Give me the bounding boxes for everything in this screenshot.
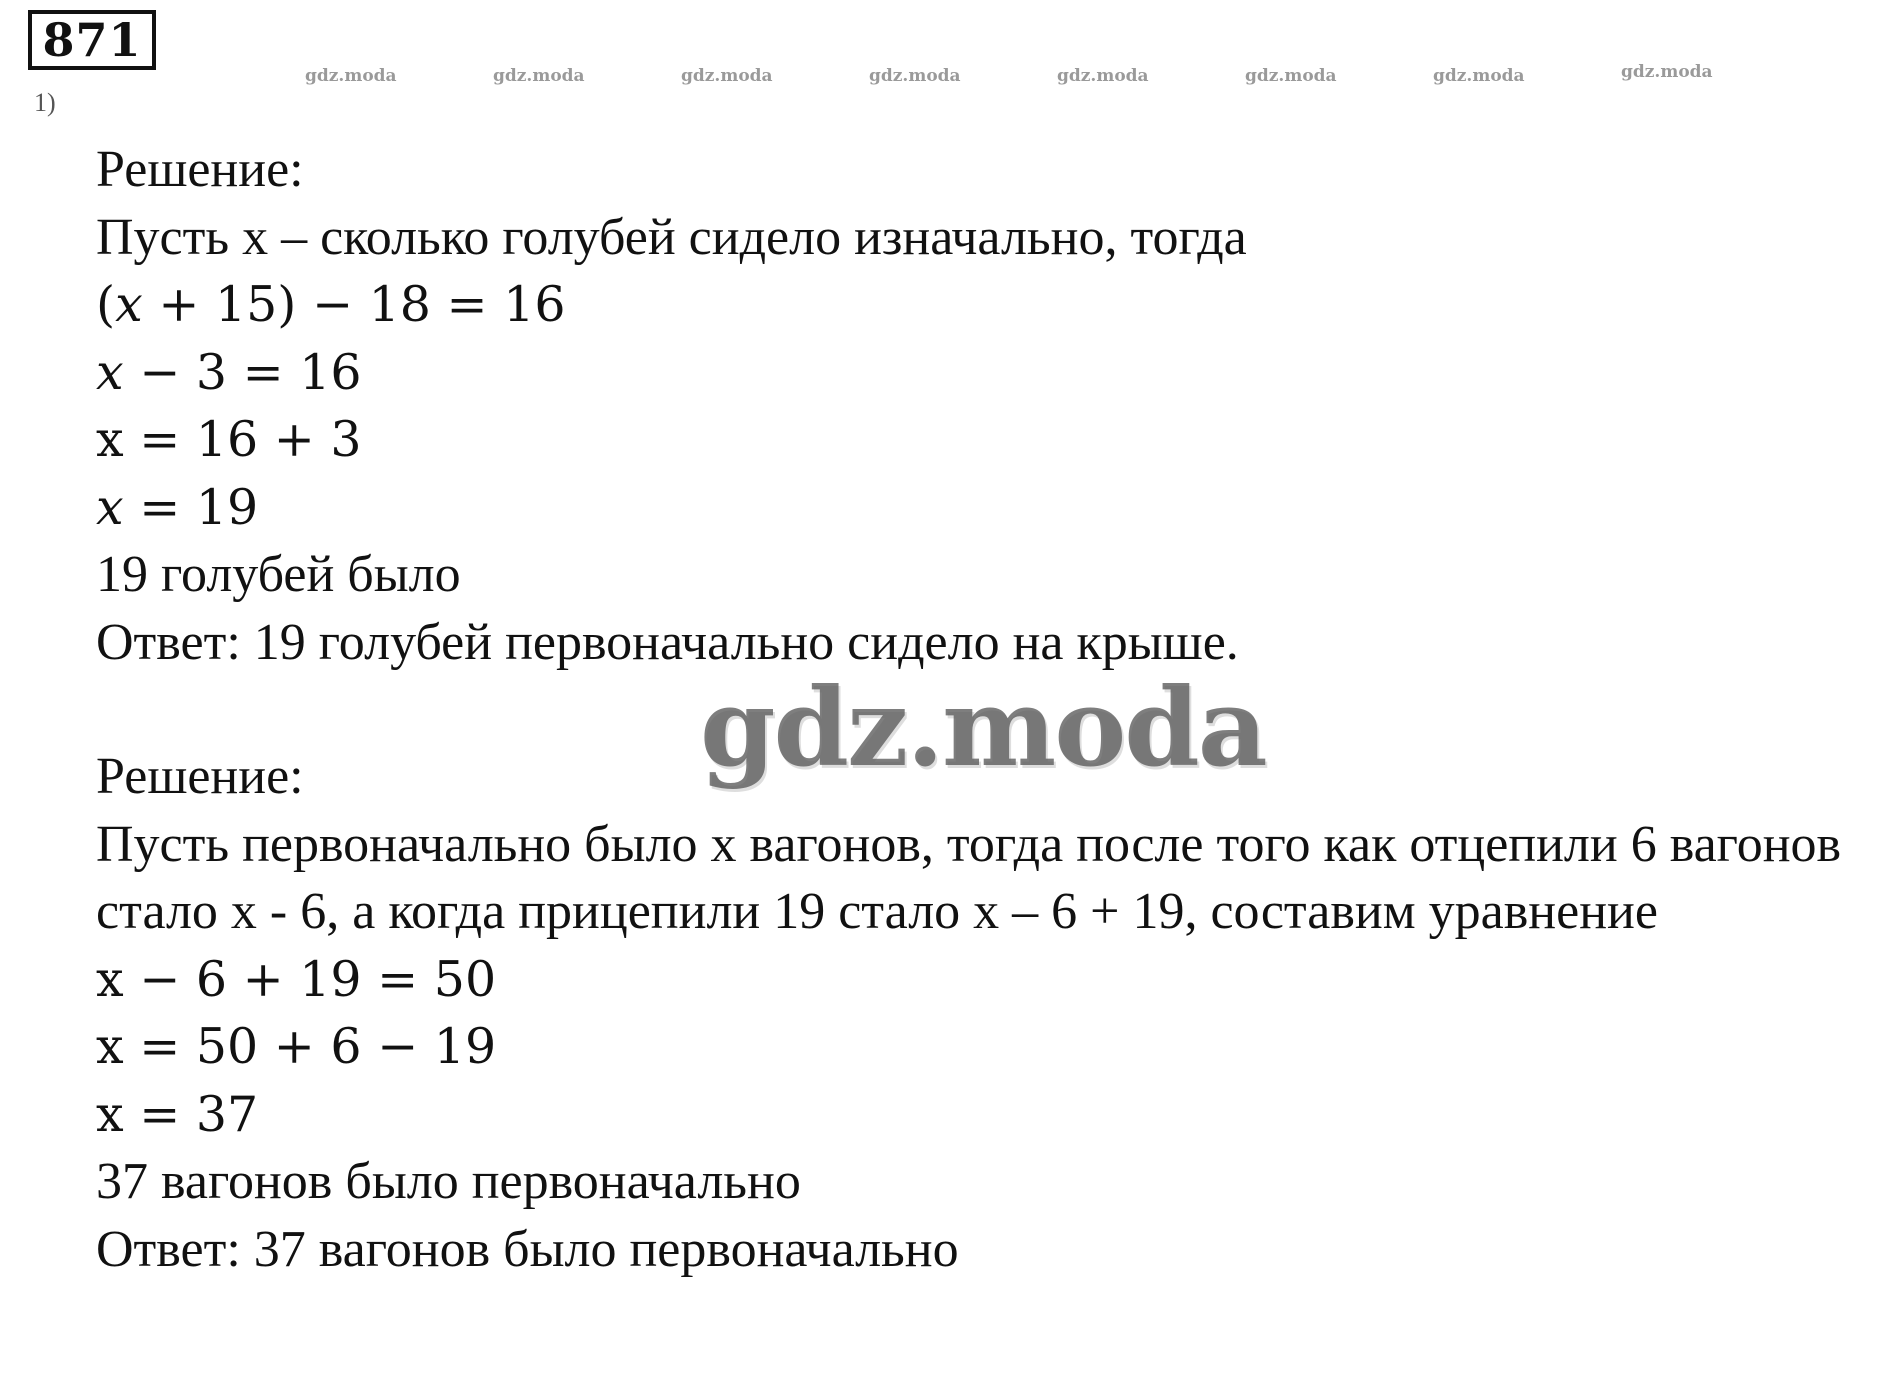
solution2-equation-1: x − 6 + 19 = 50 bbox=[96, 950, 497, 1008]
watermark-small: gdz.moda bbox=[1245, 66, 1337, 86]
watermark-small: gdz.moda bbox=[1621, 62, 1713, 82]
solution2-equation-3: x = 37 bbox=[96, 1085, 259, 1143]
problem-number: 871 bbox=[28, 10, 156, 70]
solution1-equation-2: 𝑥 − 3 = 16 bbox=[96, 343, 362, 401]
solution1-result: 19 голубей было bbox=[96, 546, 461, 603]
solution1-intro: Пусть x – сколько голубей сидело изначально, тогда bbox=[96, 208, 1247, 266]
watermark-small: gdz.moda bbox=[1057, 66, 1149, 86]
solution2-equation-2: x = 50 + 6 − 19 bbox=[96, 1018, 497, 1075]
solution1-equation-4: 𝑥 = 19 bbox=[96, 478, 259, 536]
watermark-small: gdz.moda bbox=[1433, 66, 1525, 86]
watermark-small: gdz.moda bbox=[493, 66, 585, 86]
watermark-small: gdz.moda bbox=[869, 66, 961, 86]
solution1-equation-3: x = 16 + 3 bbox=[96, 411, 362, 468]
watermark-row bbox=[0, 62, 1893, 90]
watermark-large: gdz.moda bbox=[700, 665, 1266, 791]
part-mark: 1) bbox=[34, 88, 56, 117]
watermark-small: gdz.moda bbox=[305, 66, 397, 86]
solution2-answer: Ответ: 37 вагонов было первоначально bbox=[96, 1220, 959, 1278]
watermark-small: gdz.moda bbox=[681, 66, 773, 86]
solution1-heading: Решение: bbox=[96, 141, 304, 198]
solution2-intro: Пусть первоначально было x вагонов, тогда после того как отцепили 6 вагонов стало x - 6, а когда прицепили 19 стало x – 6 + 19, составим уравнение bbox=[96, 815, 1842, 940]
solution2-heading: Решение: bbox=[96, 748, 304, 805]
solution1-answer: Ответ: 19 голубей первоначально сидело на крыше. bbox=[96, 613, 1239, 671]
solution1-equation-1: (𝑥 + 15) − 18 = 16 bbox=[96, 276, 566, 333]
solution2-result: 37 вагонов было первоначально bbox=[96, 1153, 801, 1210]
